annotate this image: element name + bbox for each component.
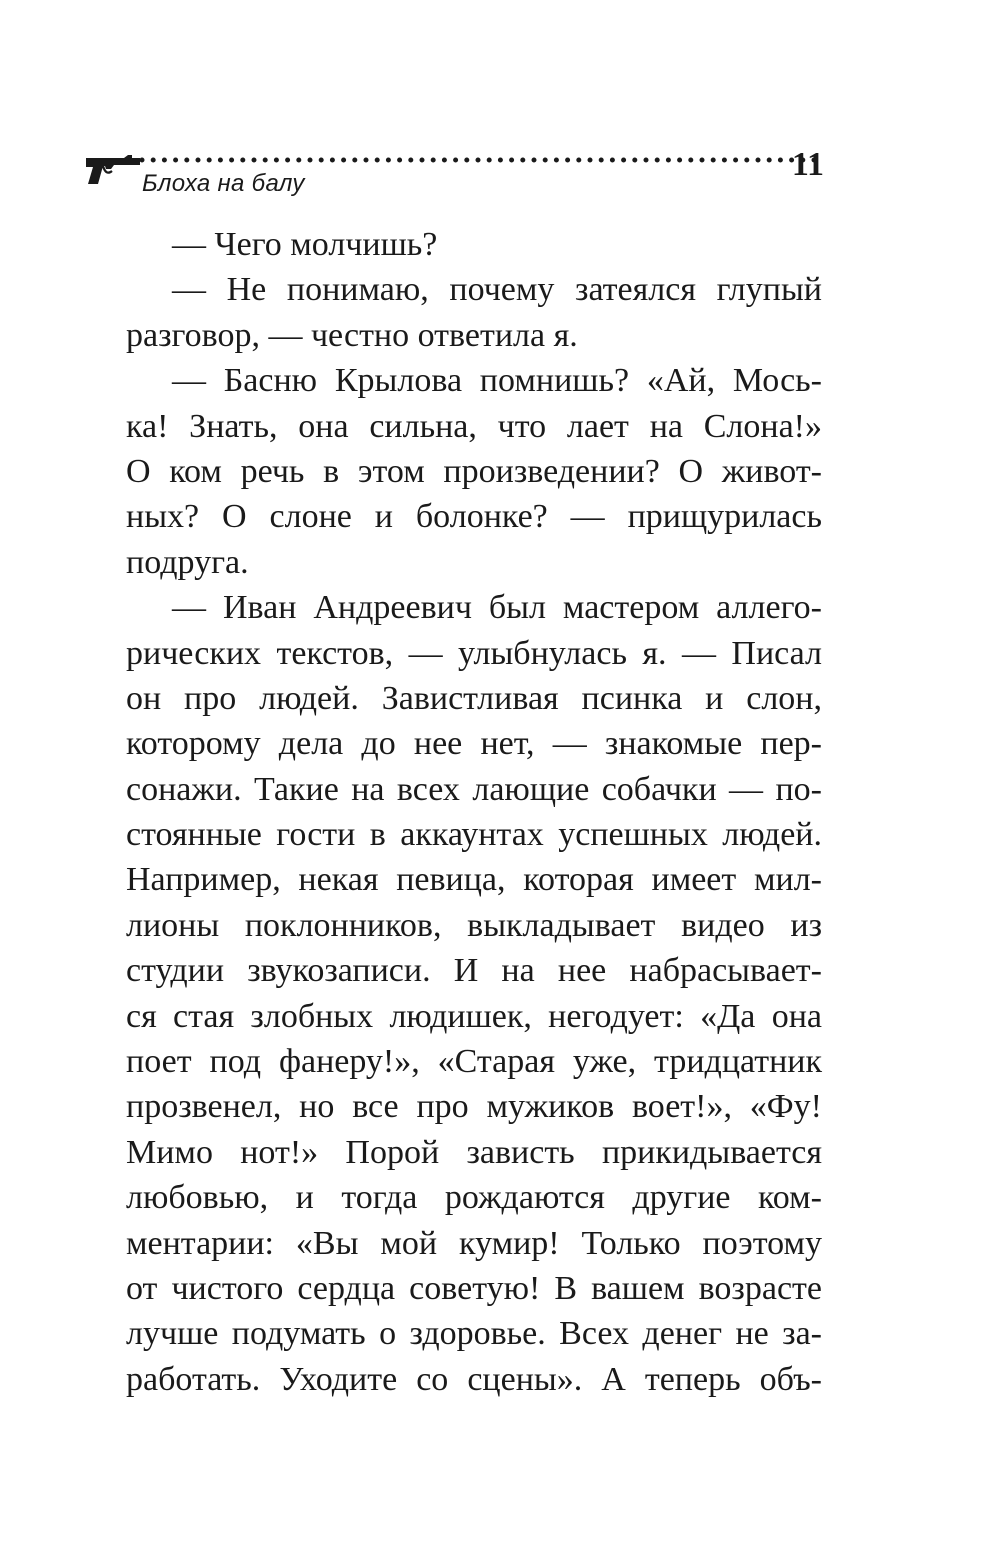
text-line: работать. Уходите со сцены». А теперь объ- bbox=[126, 1360, 822, 1398]
text-line: сонажи. Такие на всех лающие собачки — по- bbox=[126, 770, 822, 808]
text-line: прозвенел, но все про мужиков воет!», «Фу! bbox=[126, 1088, 822, 1126]
text-line: — Чего молчишь? bbox=[172, 226, 438, 263]
text-line: О ком речь в этом произведении? О живот- bbox=[126, 452, 822, 490]
pistol-icon bbox=[84, 152, 144, 186]
text-line: студии звукозаписи. И на нее набрасывает- bbox=[126, 952, 822, 990]
text-line: рических текстов, — улыбнулась я. — Писал bbox=[126, 634, 822, 672]
text-line: разговор, — честно ответила я. bbox=[126, 316, 578, 354]
text-line: — Иван Андреевич был мастером аллего- bbox=[172, 589, 822, 627]
text-line: подруга. bbox=[126, 543, 249, 581]
text-line: ка! Знать, она сильна, что лает на Слона!» bbox=[126, 407, 822, 445]
text-line: любовью, и тогда рождаются другие ком- bbox=[126, 1179, 822, 1217]
text-line: поет под фанеру!», «Старая уже, тридцатник bbox=[126, 1043, 822, 1081]
dotted-rule bbox=[138, 154, 828, 166]
text-line: ся стая злобных людишек, негодует: «Да она bbox=[126, 997, 822, 1035]
text-line: ных? О слоне и болонке? — прищурилась bbox=[126, 498, 822, 536]
text-line: стоянные гости в аккаунтах успешных людей. bbox=[126, 816, 822, 854]
text-line: Например, некая певица, которая имеет мил- bbox=[126, 861, 822, 899]
text-line: Мимо нот!» Порой зависть прикидывается bbox=[126, 1133, 822, 1171]
text-line: которому дела до нее нет, — знакомые пер- bbox=[126, 725, 822, 763]
page-number: 11 bbox=[791, 146, 824, 183]
running-header bbox=[84, 140, 824, 200]
text-line: — Не понимаю, почему затеялся глупый bbox=[172, 271, 822, 309]
text-line: лионы поклонников, выкладывает видео из bbox=[126, 906, 822, 944]
text-line: от чистого сердца советую! В вашем возрасте bbox=[126, 1269, 822, 1307]
text-line: — Басню Крылова помнишь? «Ай, Мось- bbox=[172, 362, 822, 400]
text-line: он про людей. Завистливая псинка и слон, bbox=[126, 679, 822, 717]
body-text bbox=[126, 222, 822, 1402]
text-line: лучше подумать о здоровье. Всех денег не за- bbox=[126, 1315, 822, 1353]
running-title: Блоха на балу bbox=[142, 170, 305, 197]
text-line: ментарии: «Вы мой кумир! Только поэтому bbox=[126, 1224, 822, 1262]
